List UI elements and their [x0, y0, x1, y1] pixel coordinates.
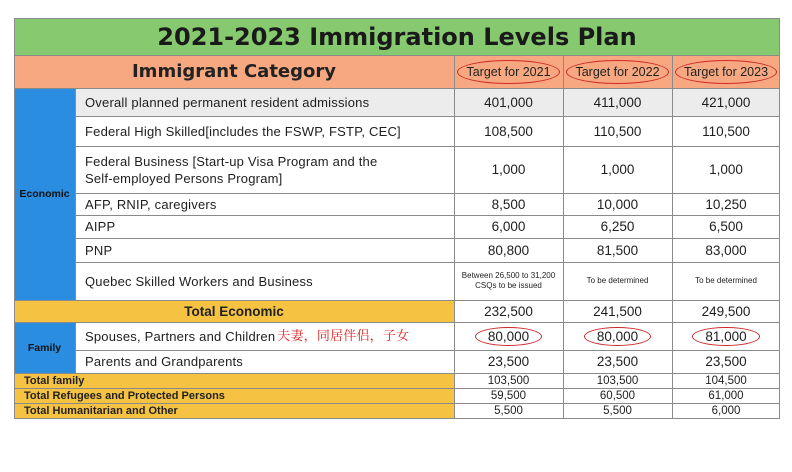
row-value: 10,000 [563, 193, 672, 215]
total-economic-value: 241,500 [563, 300, 672, 322]
grid-line [14, 88, 780, 89]
row-label: Federal High Skilled[includes the FSWP, FSTP, CEC] [75, 116, 454, 146]
row-label: AFP, RNIP, caregivers [75, 193, 454, 215]
header-year-label: Target for 2021 [457, 60, 559, 84]
row-value: 80,800 [454, 238, 563, 262]
total-economic-value: 232,500 [454, 300, 563, 322]
row-value: 23,500 [454, 350, 563, 373]
group-economic-label: Economic [19, 188, 70, 200]
row-label [75, 146, 454, 193]
row-value [454, 322, 563, 350]
row-value: 23,500 [672, 350, 780, 373]
group-family-label: Family [27, 341, 62, 354]
grid-line [75, 88, 76, 300]
total-economic-label: Total Economic [14, 300, 454, 322]
row-value: 110,500 [672, 116, 780, 146]
row-value: 411,000 [563, 88, 672, 116]
row-label [75, 322, 454, 350]
grid-line [672, 55, 673, 419]
row-value: 1,000 [563, 146, 672, 193]
total-label: Total Refugees and Protected Persons [14, 388, 454, 403]
header-year-label: Target for 2022 [566, 60, 668, 84]
total-value: 103,500 [454, 373, 563, 388]
row-label: Parents and Grandparents [75, 350, 454, 373]
row-value-note: To be determined [563, 262, 672, 300]
total-value: 6,000 [672, 403, 780, 418]
grid-line [14, 322, 780, 323]
row-label-line1: Federal Business [Start-up Visa Program and the [85, 153, 378, 169]
title-text: 2021-2023 Immigration Levels Plan [157, 22, 637, 51]
grid-line [14, 55, 780, 56]
grid-line [563, 55, 564, 419]
quebec-note-line2: CSQs to be issued [475, 281, 542, 290]
grid-line [779, 18, 780, 419]
row-value: 8,500 [454, 193, 563, 215]
grid-line [14, 300, 780, 301]
circled-value: 80,000 [475, 327, 542, 346]
grid-line [75, 262, 780, 263]
row-value [563, 322, 672, 350]
row-value [672, 322, 780, 350]
header-category-label: Immigrant Category [131, 61, 336, 82]
grid-line [75, 146, 780, 147]
total-value: 60,500 [563, 388, 672, 403]
total-value: 61,000 [672, 388, 780, 403]
chinese-annotation: 夫妻，同居伴侣，子女 [277, 328, 410, 344]
row-value: 1,000 [672, 146, 780, 193]
row-value: 83,000 [672, 238, 780, 262]
row-value: 401,000 [454, 88, 563, 116]
total-value: 103,500 [563, 373, 672, 388]
row-value: 81,500 [563, 238, 672, 262]
total-label: Total family [14, 373, 454, 388]
header-category [14, 55, 454, 88]
total-value: 59,500 [454, 388, 563, 403]
grid-line [14, 18, 780, 19]
row-value: 108,500 [454, 116, 563, 146]
circled-value: 81,000 [692, 327, 759, 346]
table-title [14, 18, 780, 55]
row-label: Quebec Skilled Workers and Business [75, 262, 454, 300]
grid-line [75, 193, 780, 194]
grid-line [75, 322, 76, 373]
row-label-text: Spouses, Partners and Children [85, 328, 276, 344]
grid-line [75, 116, 780, 117]
grid-line [14, 403, 780, 404]
row-value-note [454, 262, 563, 300]
header-year-label: Target for 2023 [675, 60, 777, 84]
row-label: AIPP [75, 215, 454, 238]
total-value: 5,500 [563, 403, 672, 418]
group-economic [14, 88, 75, 300]
row-value: 1,000 [454, 146, 563, 193]
grid-line [454, 55, 455, 419]
row-value: 23,500 [563, 350, 672, 373]
group-family [14, 322, 75, 373]
row-label: PNP [75, 238, 454, 262]
grid-line [14, 373, 780, 374]
row-value: 6,500 [672, 215, 780, 238]
grid-line [14, 418, 780, 419]
total-value: 104,500 [672, 373, 780, 388]
header-year-2022 [563, 55, 672, 88]
grid-line [14, 388, 780, 389]
row-value: 10,250 [672, 193, 780, 215]
row-label: Overall planned permanent resident admissions [75, 88, 454, 116]
row-value: 110,500 [563, 116, 672, 146]
grid-line [75, 215, 780, 216]
grid-line [75, 350, 780, 351]
header-year-2023 [672, 55, 780, 88]
circled-value: 80,000 [584, 327, 651, 346]
total-economic-value: 249,500 [672, 300, 780, 322]
row-value: 6,250 [563, 215, 672, 238]
quebec-note-line1: Between 26,500 to 31,200 [461, 271, 556, 280]
total-value: 5,500 [454, 403, 563, 418]
header-year-2021 [454, 55, 563, 88]
total-label: Total Humanitarian and Other [14, 403, 454, 418]
grid-line [14, 18, 15, 419]
row-label-line2: Self-employed Persons Program] [85, 170, 283, 186]
grid-line [75, 238, 780, 239]
row-value: 6,000 [454, 215, 563, 238]
row-value: 421,000 [672, 88, 780, 116]
row-value-note: To be determined [672, 262, 780, 300]
